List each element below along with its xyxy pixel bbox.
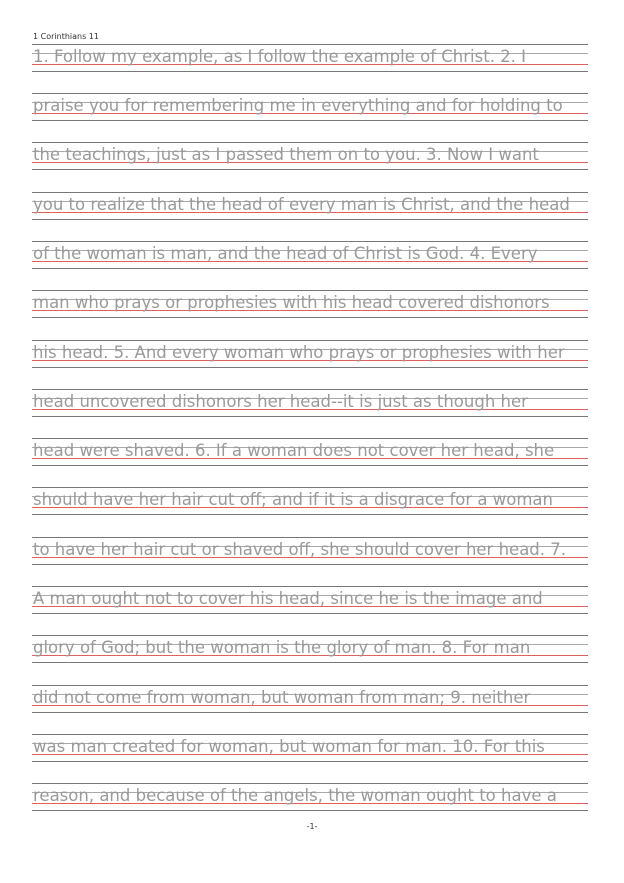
- trace-text: head were shaved. 6. If a woman does not cover her head, she: [33, 441, 555, 460]
- trace-text: did not come from woman, but woman from man; 9. neither: [33, 688, 531, 707]
- practice-line: [32, 93, 588, 121]
- practice-line: [32, 734, 588, 762]
- trace-text: the teachings, just as I passed them on to you. 3. Now I want: [33, 145, 539, 164]
- trace-text: to have her hair cut or shaved off, she should cover her head. 7.: [33, 540, 567, 559]
- trace-text: was man created for woman, but woman for man. 10. For this: [33, 737, 545, 756]
- practice-line: [32, 537, 588, 565]
- trace-text: of the woman is man, and the head of Christ is God. 4. Every: [33, 244, 538, 263]
- practice-line: [32, 586, 588, 614]
- trace-text: should have her hair cut off; and if it is a disgrace for a woman: [33, 490, 553, 509]
- trace-text: glory of God; but the woman is the glory of man. 8. For man: [33, 638, 531, 657]
- trace-text: 1. Follow my example, as I follow the example of Christ. 2. I: [33, 47, 527, 66]
- trace-text: A man ought not to cover his head, since he is the image and: [33, 589, 543, 608]
- practice-line: [32, 142, 588, 170]
- page-header: 1 Corinthians 11: [33, 32, 99, 41]
- practice-line: [32, 340, 588, 368]
- trace-text: you to realize that the head of every man is Christ, and the head: [33, 195, 570, 214]
- trace-text: head uncovered dishonors her head--it is just as though her: [33, 392, 528, 411]
- practice-line: [32, 389, 588, 417]
- trace-text: reason, and because of the angels, the woman ought to have a: [33, 786, 557, 805]
- practice-line: [32, 635, 588, 663]
- practice-line: [32, 783, 588, 811]
- practice-lines: [32, 0, 588, 883]
- practice-line: [32, 487, 588, 515]
- practice-line: [32, 44, 588, 72]
- practice-line: [32, 685, 588, 713]
- practice-line: [32, 192, 588, 220]
- trace-text: praise you for remembering me in everything and for holding to: [33, 96, 563, 115]
- practice-line: [32, 290, 588, 318]
- trace-text: his head. 5. And every woman who prays or prophesies with her: [33, 343, 565, 362]
- trace-text: man who prays or prophesies with his head covered dishonors: [33, 293, 550, 312]
- practice-line: [32, 438, 588, 466]
- practice-line: [32, 241, 588, 269]
- page-number: -1-: [306, 822, 318, 831]
